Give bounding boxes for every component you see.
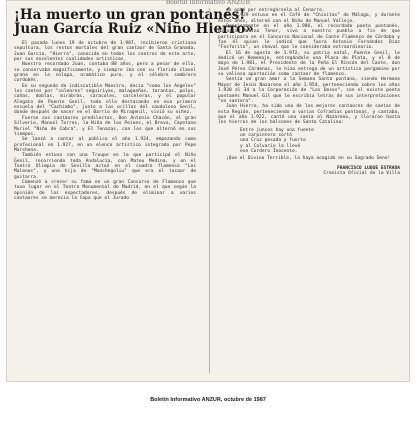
paragraph: Precisamente en el año 1.986, el recordado poeta pontanés, Ricardo Molina Tenor, vivo a nuestro pueblo a fin de que participara en el Concurso Nacional de Cante Flamenco de Córdoba y fue él quien le indicó que fuera Antonio Fernández Díaz "Fosforito", un chaval que le consideraba extraordinario. xyxy=(218,24,400,51)
poem-line: y al Calvario la llevó xyxy=(240,143,301,149)
paragraph: Sentía un gran amor a la Semana Santa pontana, siendo Hermano Mayor de Jesús Nazareno el año 1.954, perteneciendo sobre los años 1.930 al 34 a la Corporación de "Los Doses", con el existe poeta pontanés Manuel Gil que le escribía letras de sus interpretaciones "en saetera". xyxy=(218,77,400,104)
author-name: FRANCISCO LUQUE ESTRADA xyxy=(337,165,400,171)
paragraph: El 16 de agosto de 1.972, su patria natal, Puente Genil, le dedicó un Homenaje, entregándole una Placa de Plata, y el 8 de mayo de 1.981, el Presidente de la Peña El Rincón del Cante, don José Pérez Cárdenas, le hizo entrega de un artístico pergamino por su valiosa aportación como cantaor de flamenco. xyxy=(218,50,400,78)
article-signature xyxy=(218,166,400,177)
paragraph: En su segundo de indiscutible Maestro, decía "como los Angeles" los cantes por "soleares" seguiriyas, malagueñas, tarantas, polos, cañas, doblas, mirabrás, caracoles, carceleras, y el popular Alegato de Puente Genil, todo ello destacando en esa primera escuela del "Cachimbo", junto a las orillas del caudaloso Genil, donde después de nacer en el Barrio de Miragenil, vivió su niñez. xyxy=(14,83,196,116)
article-headline: ¡Ha muerto un gran pontanés! Juan García Ruiz «Niño Hierro» xyxy=(14,7,254,37)
closing-line: ¡Que el Divino Terrible, la haya acogido en su Sagrado Seno! xyxy=(226,156,391,162)
paragraph: Juan Hierro, ha sido uno de los mejores cantaores de saetas de esta Región, perteneciendo a varias Cofradías pontanas, y cantaba, que el año 1.922, cantó una saeta al Nazareno, y lloraron hasta los hierros de los balcones de Santa Catalina: xyxy=(218,104,400,126)
paragraph: do optó por entregársela al Cenarro. xyxy=(226,8,325,13)
paragraph: Fueron sus cantaores predilectos, Don Antonio Chacón, el gran Silverio, Manuel Torres, la Niña de los Peines, el Brevo, Cayetano Muriel "Niño de Cabra", y El Tenazas, con los que alternó en sus tiempos. xyxy=(14,115,196,137)
paragraph: Nuestro recordado Juan, contaba 88 años, pero a pesar de ello, se conservaba magníficamente, y siempre iba con su florido clavel grana en la solapa, aromático puro, y el célebre sombrero cordobés. xyxy=(14,62,196,84)
saeta-poem xyxy=(240,128,400,155)
paragraph: Comenzó a crecer su fama en un gran Concurso de Flamenco que tuvo lugar en el Teatro Monumental de Madrid, en el que según la opinión de los espectadores, después de eliminar a varios cantaores se merecía la Copa que el Jurado xyxy=(14,179,196,201)
paragraph: En 1.929 estuvo en el Café de "Chinitas" de Málaga, y durante estos años, alternó con el Niño de Manuel Vallejo. xyxy=(218,13,400,24)
article-column-right xyxy=(218,8,400,177)
poem-line: un carpintero cortó xyxy=(240,132,293,138)
newspaper-clipping xyxy=(6,0,410,382)
masthead-strip: Boletín Informativo ANZUR xyxy=(165,0,251,5)
paragraph: Se lanzó a cantar al público el año 1.924, empezando como profesional en 1.927, en un elenco artístico integrado por Pepe Marchena. xyxy=(14,137,196,153)
poem-line: Entre juncos hay una fuente xyxy=(240,127,314,133)
column-divider xyxy=(209,8,210,373)
poem-line: una Cruz pesada y fuerte xyxy=(240,138,306,144)
article-column-left xyxy=(14,41,196,201)
poem-line: ese Cordero Inocente. xyxy=(240,148,298,154)
author-role: Cronista Oficial de la Villa xyxy=(323,171,400,177)
image-caption: Boletín Informativo ANZUR, octubre de 1987 xyxy=(150,397,266,403)
paragraph: También estuvo con una Troupe en la que participó el Niño Genil, recorriendo toda Andalucía, con Mateu Medina, y en el Teatro Olimpia de Sevilla actuó en el cuadro flamenco "Los Malenos", y una hija de "Manchegoliu" que era el tocaor de guitarra. xyxy=(14,153,196,180)
paragraph: El pasado lunes 19 de octubre de 1.987, recibieron cristiana sepultura, los restos mortales del gran cantaor de Santa Granada, Juan García, "Hierro", conocido en todos los centros de este arte, por sus excelentes cualidades artísticas. xyxy=(14,41,196,63)
